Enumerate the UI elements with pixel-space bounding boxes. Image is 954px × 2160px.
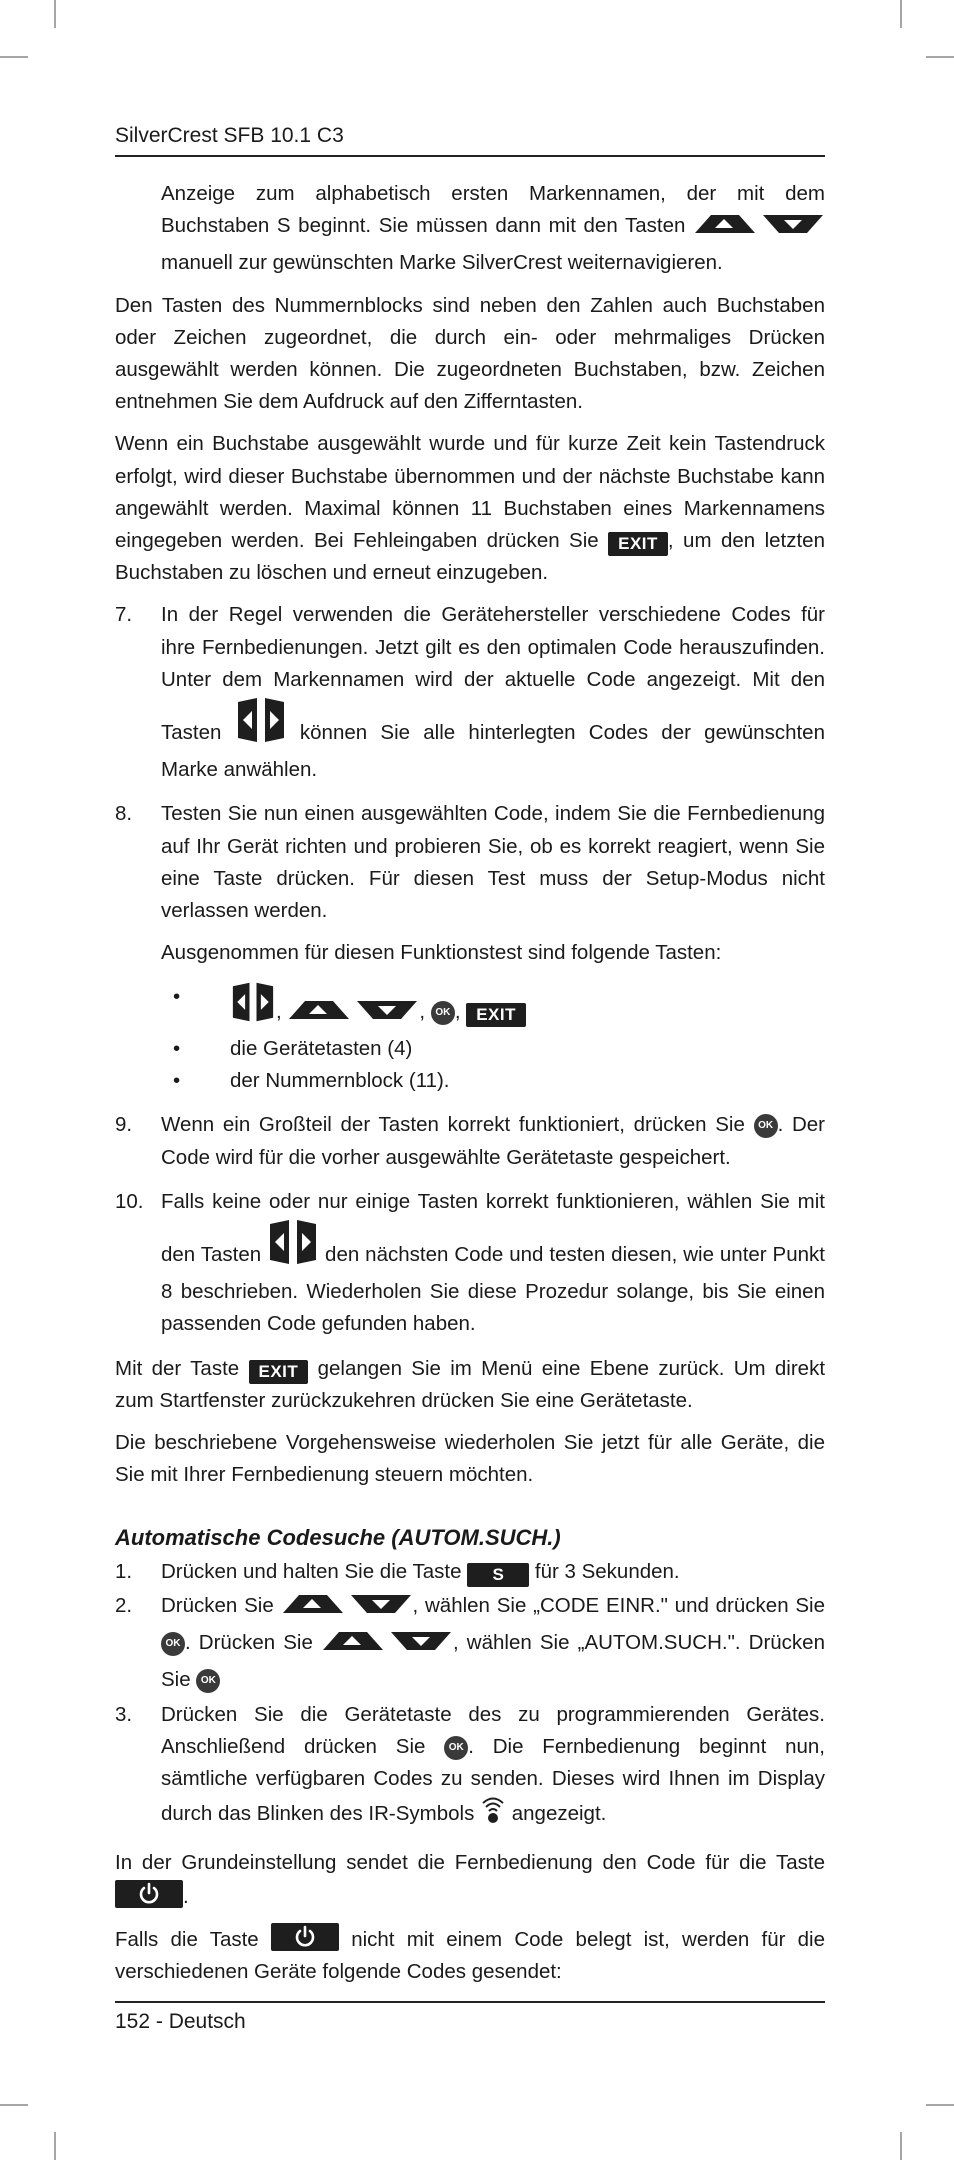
- s-key-icon: S: [467, 1563, 529, 1587]
- item8-text-1: Testen Sie nun einen ausgewählten Code, indem Sie die Fernbedienung auf Ihr Gerät richten und probieren Sie, ob es korrekt reagiert, wenn Sie eine Taste drücken. Für diesen Test muss der Setup-Modus nicht verlassen werden.: [161, 802, 825, 923]
- crop-mark-br-h: [926, 2104, 954, 2106]
- step-1: [115, 1556, 825, 1588]
- footer-rule: [115, 2001, 825, 2003]
- item8-text-2: Ausgenommen für diesen Funktionstest sind folgende Tasten:: [161, 941, 722, 965]
- default-text-2: .: [183, 1884, 189, 1908]
- falls-text-1: Falls die Taste: [115, 1927, 259, 1951]
- step2-text-1: Drücken Sie: [161, 1593, 274, 1617]
- step1-text-2: für 3 Sekunden.: [534, 1559, 680, 1583]
- ok-key-icon: OK: [431, 1001, 455, 1025]
- falls-paragraph: [115, 1923, 825, 1988]
- crop-mark-tr-v: [900, 0, 902, 28]
- crop-mark-tl-v: [54, 0, 56, 28]
- exit-key-icon: EXIT: [608, 532, 668, 556]
- page-footer: 152 - Deutsch: [115, 2010, 246, 2033]
- list-item-8: [115, 798, 825, 969]
- power-key-icon: [271, 1923, 339, 1951]
- list-number: 2.: [115, 1593, 133, 1617]
- exit-text-2: gelangen Sie im Menü eine Ebene zurück. Um direkt zum Startfenster zurückzukehren drücken Sie eine Gerätetaste.: [115, 1356, 826, 1412]
- crop-mark-bl-v: [54, 2132, 56, 2160]
- list-number: 1.: [115, 1559, 133, 1583]
- exit-paragraph: [115, 1353, 825, 1417]
- item7-text-1: In der Regel verwenden die Gerätehersteller verschiedene Codes für ihre Fernbedienungen. Jetzt gilt es den optimalen Code herauszufinden. Unter dem Markennamen wird der aktuelle Code angezeigt. Mit den Tasten: [161, 603, 825, 745]
- step2-text-4: , wählen Sie „AUTOM.SUCH.". Drücken Sie: [161, 1631, 825, 1692]
- list-number: 3.: [115, 1702, 133, 1726]
- intro-text-1: Anzeige zum alphabetisch ersten Markennamen, der mit dem Buchstaben S beginnt. Sie müssen dann mit den Tasten: [161, 182, 825, 238]
- default-text-1: In der Grundeinstellung sendet die Fernbedienung den Code für die Taste: [115, 1851, 825, 1875]
- item9-text-1: Wenn ein Großteil der Tasten korrekt funktioniert, drücken Sie: [161, 1113, 745, 1137]
- ok-key-icon: OK: [161, 1632, 185, 1656]
- step3-text-2: . Die Fernbedienung beginnt nun, sämtliche verfügbaren Codes zu senden. Dieses wird Ihnen im Display durch das Blinken des IR-Symbols: [161, 1734, 825, 1826]
- exit-key-icon: EXIT: [249, 1360, 309, 1384]
- crop-mark-bl-h: [0, 2104, 28, 2106]
- list-item-7: [115, 599, 825, 786]
- step-2: [115, 1590, 825, 1697]
- list-number: 7.: [115, 603, 133, 627]
- up-down-arrow-icon: [281, 1591, 413, 1627]
- up-down-arrow-icon: [321, 1628, 453, 1664]
- list-item-10: [115, 1186, 825, 1341]
- list-number: 9.: [115, 1113, 133, 1137]
- letter-text-2: , um den letzten Buchstaben zu löschen und erneut einzugeben.: [115, 529, 825, 585]
- letter-paragraph: [115, 428, 825, 589]
- falls-text-2: nicht mit einem Code belegt ist, werden für die verschiedenen Geräte folgende Codes gesendet:: [115, 1927, 825, 1983]
- left-right-arrow-icon: [230, 981, 276, 1033]
- step3-text-1: Drücken Sie die Gerätetaste des zu programmierenden Gerätes. Anschließend drücken Sie: [161, 1702, 825, 1758]
- exit-text-1: Mit der Taste: [115, 1356, 240, 1380]
- section-heading: Automatische Codesuche (AUTOM.SUCH.): [115, 1524, 561, 1550]
- page-header: SilverCrest SFB 10.1 C3: [115, 124, 344, 147]
- numpad-paragraph: Den Tasten des Nummernblocks sind neben den Zahlen auch Buchstaben oder Zeichen zugeordnet, die durch ein- oder mehrmaliges Drücken ausgewählt werden können. Die zugeordneten Buchstaben, bzw. Zeichen entnehmen Sie dem Aufdruck auf den Zifferntasten.: [115, 293, 825, 414]
- item10-text-2: den nächsten Code und testen diesen, wie unter Punkt 8 beschrieben. Wiederholen Sie diese Prozedur solange, bis Sie einen passenden Code gefunden haben.: [161, 1243, 825, 1336]
- left-right-arrow-icon: [267, 1218, 319, 1276]
- up-down-arrow-icon: [287, 997, 419, 1033]
- up-down-arrow-icon: [693, 211, 825, 247]
- intro-text-2: manuell zur gewünschten Marke SilverCrest weiternavigieren.: [161, 251, 723, 275]
- crop-mark-tl-h: [0, 56, 28, 58]
- step3-text-3: angezeigt.: [511, 1802, 607, 1826]
- item10-text-1: Falls keine oder nur einige Tasten korrekt funktionieren, wählen Sie mit den Tasten: [161, 1189, 825, 1267]
- step2-text-3: . Drücken Sie: [185, 1631, 313, 1655]
- step1-text-1: Drücken und halten Sie die Taste: [161, 1559, 462, 1583]
- ok-key-icon: OK: [196, 1669, 220, 1693]
- power-key-icon: [115, 1880, 183, 1908]
- crop-mark-tr-h: [926, 56, 954, 58]
- left-right-arrow-icon: [235, 696, 287, 754]
- header-rule: [115, 155, 825, 157]
- ir-signal-icon: [480, 1795, 506, 1835]
- default-paragraph: [115, 1847, 825, 1912]
- item7-text-2: können Sie alle hinterlegten Codes der gewünschten Marke anwählen.: [161, 721, 825, 782]
- ok-key-icon: OK: [754, 1114, 778, 1138]
- list-item: • , , OK , EXIT: [161, 981, 825, 1033]
- step-3: [115, 1699, 825, 1836]
- repeat-paragraph: Die beschriebene Vorgehensweise wiederholen Sie jetzt für alle Geräte, die Sie mit Ihrer Fernbedienung steuern möchten.: [115, 1431, 825, 1487]
- list-item-9: [115, 1109, 825, 1173]
- step2-text-2: , wählen Sie „CODE EINR." und drücken Sie: [412, 1593, 825, 1617]
- exception-key-list: [161, 981, 825, 1097]
- exit-key-icon: EXIT: [466, 1003, 526, 1027]
- ok-key-icon: OK: [444, 1736, 468, 1760]
- list-number: 10.: [115, 1189, 144, 1213]
- list-item: • der Nummernblock (11).: [161, 1065, 825, 1097]
- crop-mark-br-v: [900, 2132, 902, 2160]
- list-item: • die Gerätetasten (4): [161, 1033, 825, 1065]
- item9-text-2: . Der Code wird für die vorher ausgewählte Gerätetaste gespeichert.: [161, 1113, 825, 1169]
- intro-paragraph: [115, 178, 825, 280]
- letter-text-1: Wenn ein Buchstabe ausgewählt wurde und für kurze Zeit kein Tastendruck erfolgt, wird dieser Buchstabe übernommen und der nächste Buchstabe kann angewählt werden. Maximal können 11 Buchstaben eines Markennamens eingegeben werden. Bei Fehleingaben drücken Sie: [115, 432, 825, 553]
- page-content: [115, 178, 825, 1998]
- list-number: 8.: [115, 802, 133, 826]
